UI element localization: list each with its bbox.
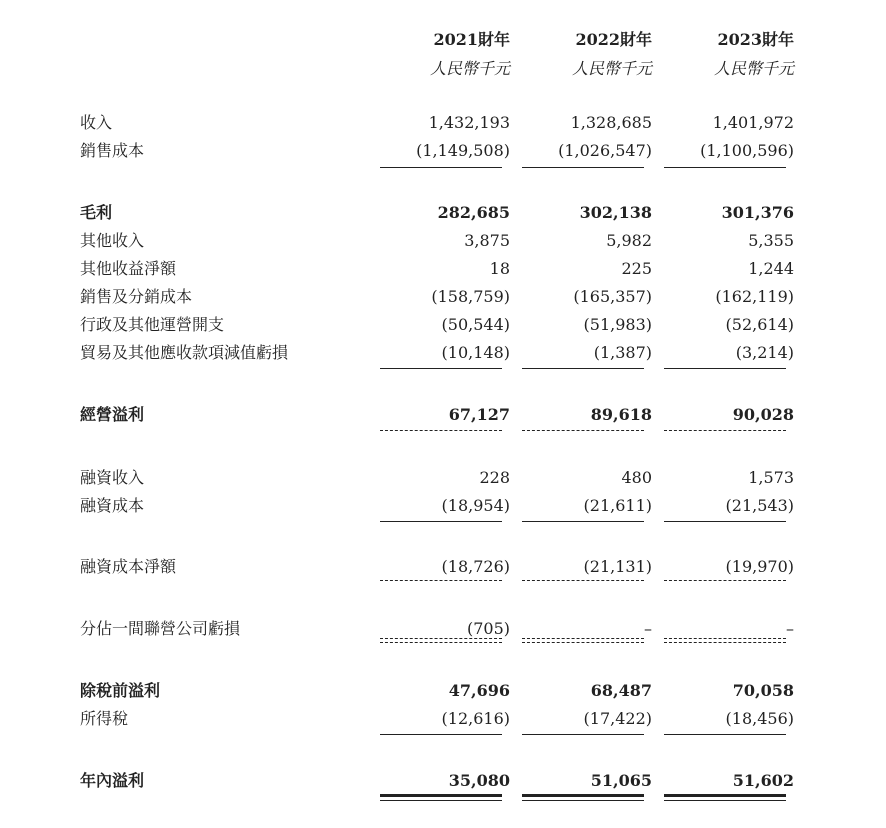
row-label: 融資收入 — [80, 468, 145, 487]
header-unit-2023: 人民幣千元 — [713, 59, 794, 78]
cell-2021: (705) — [466, 619, 510, 638]
cell-2023: 90,028 — [732, 405, 794, 424]
header-year-2023: 2023財年 — [717, 30, 794, 49]
rule-line — [522, 580, 644, 581]
rule-line — [664, 368, 786, 369]
table-row — [0, 257, 886, 281]
rule-line — [380, 800, 502, 801]
table-row — [0, 285, 886, 309]
rule-line — [380, 794, 502, 797]
row-label: 銷售成本 — [80, 141, 145, 160]
row-label: 其他收入 — [80, 231, 145, 250]
rule-line — [380, 638, 502, 639]
table-row — [0, 555, 886, 579]
table-row — [0, 111, 886, 135]
rule-line — [380, 521, 502, 522]
cell-2022: (21,611) — [583, 496, 652, 515]
cell-2022: 225 — [621, 259, 652, 278]
row-label: 毛利 — [80, 203, 113, 222]
cell-2021: (10,148) — [441, 343, 510, 362]
cell-2022: (51,983) — [583, 315, 652, 334]
cell-2023: 70,058 — [732, 681, 794, 700]
rule-line — [380, 580, 502, 581]
rule-line — [664, 734, 786, 735]
cell-2022: 68,487 — [590, 681, 652, 700]
row-label: 年內溢利 — [80, 771, 145, 790]
table-row — [0, 201, 886, 225]
cell-2021: 228 — [479, 468, 510, 487]
rule-line — [664, 642, 786, 643]
cell-2021: 1,432,193 — [428, 113, 510, 132]
cell-2023: (21,543) — [725, 496, 794, 515]
cell-2022: 302,138 — [579, 203, 652, 222]
cell-2023: (1,100,596) — [700, 141, 794, 160]
row-label: 行政及其他運營開支 — [80, 315, 225, 334]
cell-2021: 35,080 — [448, 771, 510, 790]
cell-2021: (1,149,508) — [416, 141, 510, 160]
cell-2023: 301,376 — [721, 203, 794, 222]
cell-2022: 89,618 — [590, 405, 652, 424]
row-label: 融資成本 — [80, 496, 145, 515]
row-label: 經營溢利 — [80, 405, 145, 424]
row-label: 分佔一間聯營公司虧損 — [80, 619, 241, 638]
cell-2021: 3,875 — [464, 231, 510, 250]
cell-2021: (50,544) — [441, 315, 510, 334]
table-row — [0, 313, 886, 337]
table-row — [0, 679, 886, 703]
cell-2023: 1,244 — [748, 259, 794, 278]
table-row — [0, 403, 886, 427]
header-year-2022: 2022財年 — [575, 30, 652, 49]
cell-2023: 1,573 — [748, 468, 794, 487]
row-label: 除稅前溢利 — [80, 681, 161, 700]
cell-2021: (12,616) — [441, 709, 510, 728]
header-year-2021: 2021財年 — [433, 30, 510, 49]
rule-line — [664, 638, 786, 639]
cell-2023: 5,355 — [748, 231, 794, 250]
rule-line — [380, 167, 502, 168]
cell-2023: (19,970) — [725, 557, 794, 576]
cell-2021: (18,954) — [441, 496, 510, 515]
rule-line — [664, 794, 786, 797]
rule-line — [664, 521, 786, 522]
rule-line — [522, 794, 644, 797]
rule-line — [522, 638, 644, 639]
row-label: 收入 — [80, 113, 113, 132]
cell-2022: 1,328,685 — [570, 113, 652, 132]
rule-line — [522, 368, 644, 369]
cell-2022: (17,422) — [583, 709, 652, 728]
rule-line — [380, 368, 502, 369]
cell-2021: (158,759) — [431, 287, 510, 306]
cell-2023: 51,602 — [732, 771, 794, 790]
table-row — [0, 139, 886, 163]
row-label: 其他收益淨額 — [80, 259, 177, 278]
cell-2022: (21,131) — [583, 557, 652, 576]
table-row — [0, 341, 886, 365]
rule-line — [522, 642, 644, 643]
cell-2022: (1,387) — [593, 343, 652, 362]
rule-line — [664, 800, 786, 801]
table-row — [0, 466, 886, 490]
cell-2021: (18,726) — [441, 557, 510, 576]
table-row — [0, 707, 886, 731]
cell-2022: – — [644, 619, 652, 638]
row-label: 貿易及其他應收款項減值虧損 — [80, 343, 289, 362]
cell-2022: 51,065 — [590, 771, 652, 790]
cell-2022: 480 — [621, 468, 652, 487]
row-label: 銷售及分銷成本 — [80, 287, 193, 306]
rule-line — [380, 734, 502, 735]
cell-2023: 1,401,972 — [712, 113, 794, 132]
rule-line — [380, 642, 502, 643]
cell-2021: 67,127 — [448, 405, 510, 424]
table-row — [0, 769, 886, 793]
rule-line — [664, 430, 786, 431]
header-unit-2021: 人民幣千元 — [429, 59, 510, 78]
cell-2022: (165,357) — [573, 287, 652, 306]
rule-line — [522, 521, 644, 522]
rule-line — [664, 167, 786, 168]
rule-line — [522, 167, 644, 168]
row-label: 融資成本淨額 — [80, 557, 177, 576]
rule-line — [380, 430, 502, 431]
table-row — [0, 229, 886, 253]
cell-2021: 18 — [489, 259, 510, 278]
header-unit-2022: 人民幣千元 — [571, 59, 652, 78]
cell-2023: (52,614) — [725, 315, 794, 334]
cell-2021: 282,685 — [437, 203, 510, 222]
cell-2023: – — [786, 619, 794, 638]
rule-line — [522, 800, 644, 801]
cell-2023: (18,456) — [725, 709, 794, 728]
cell-2022: 5,982 — [606, 231, 652, 250]
cell-2022: (1,026,547) — [558, 141, 652, 160]
table-row — [0, 494, 886, 518]
rule-line — [522, 734, 644, 735]
cell-2023: (3,214) — [735, 343, 794, 362]
cell-2023: (162,119) — [715, 287, 794, 306]
rule-line — [522, 430, 644, 431]
row-label: 所得稅 — [80, 709, 129, 728]
cell-2021: 47,696 — [448, 681, 510, 700]
rule-line — [664, 580, 786, 581]
